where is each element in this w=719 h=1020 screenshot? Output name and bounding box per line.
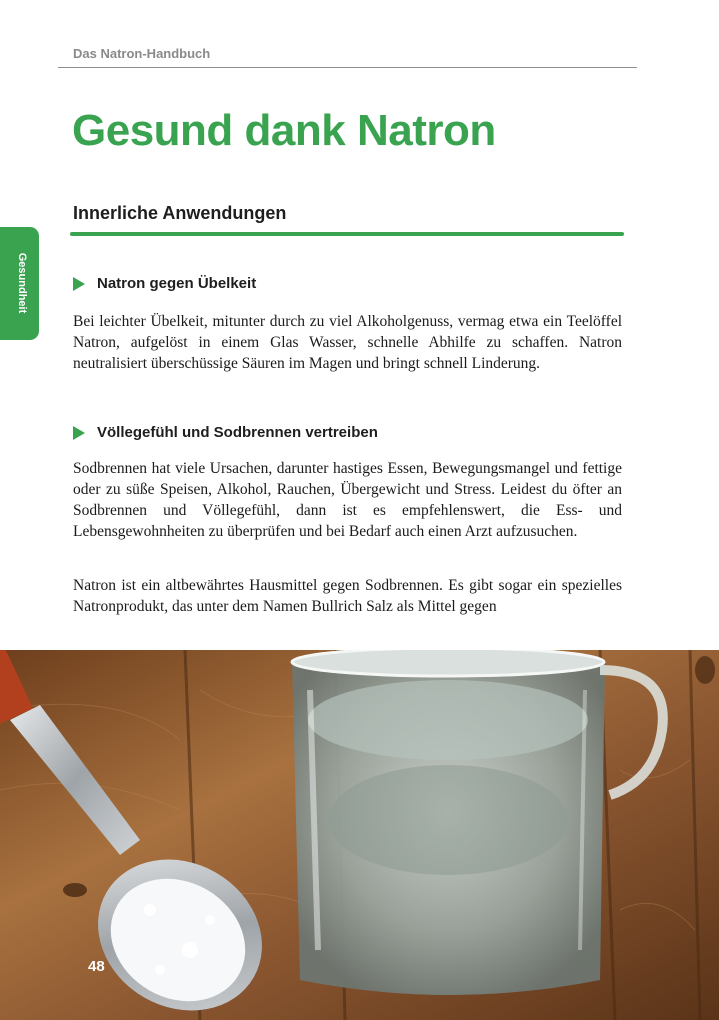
- subsection-heading-text: Natron gegen Übelkeit: [97, 275, 257, 292]
- chapter-title: Gesund dank Natron: [72, 106, 496, 155]
- chapter-tab-label: Gesundheit: [16, 252, 28, 314]
- subsection-heading-text: Völlegefühl und Sodbrennen vertreiben: [97, 424, 378, 441]
- photo-baking-soda-spoon-and-water-glass: [0, 650, 719, 1020]
- page-number: 48: [88, 958, 105, 975]
- section-title: Innerliche Anwendungen: [73, 203, 287, 223]
- header-rule: [58, 67, 637, 68]
- subsection-heading: [73, 275, 256, 292]
- triangle-bullet-icon: [73, 426, 85, 440]
- body-paragraph: Sodbrennen hat viele Ursachen, darunter hastiges Essen, Bewegungsmangel und fettige oder zu süße Speisen, Alkohol, Rauchen, Übergewicht und Stress. Leidest du öfter an Sodbrennen und Völlegefühl, dann ist es empfehlenswert, die Ess- und Lebensgewohnheiten zu überprüfen und bei Bedarf auch einen Arzt aufzusuchen.: [73, 460, 622, 540]
- running-head: Das Natron-Handbuch: [73, 46, 211, 61]
- body-paragraph: Natron ist ein altbewährtes Hausmittel gegen Sodbrennen. Es gibt sogar ein spezielles Natronprodukt, das unter dem Namen Bullrich Salz als Mittel gegen: [73, 577, 622, 615]
- subsection-heading: [73, 424, 378, 441]
- body-paragraph: Bei leichter Übelkeit, mitunter durch zu viel Alkoholgenuss, vermag etwa ein Teelöffel Natron, aufgelöst in einem Glas Wasser, schnelle Abhilfe zu schaffen. Natron neutralisiert überschüssige Säuren im Magen und bringt schnell Linderung.: [73, 313, 622, 372]
- section-rule: [70, 232, 624, 236]
- triangle-bullet-icon: [73, 277, 85, 291]
